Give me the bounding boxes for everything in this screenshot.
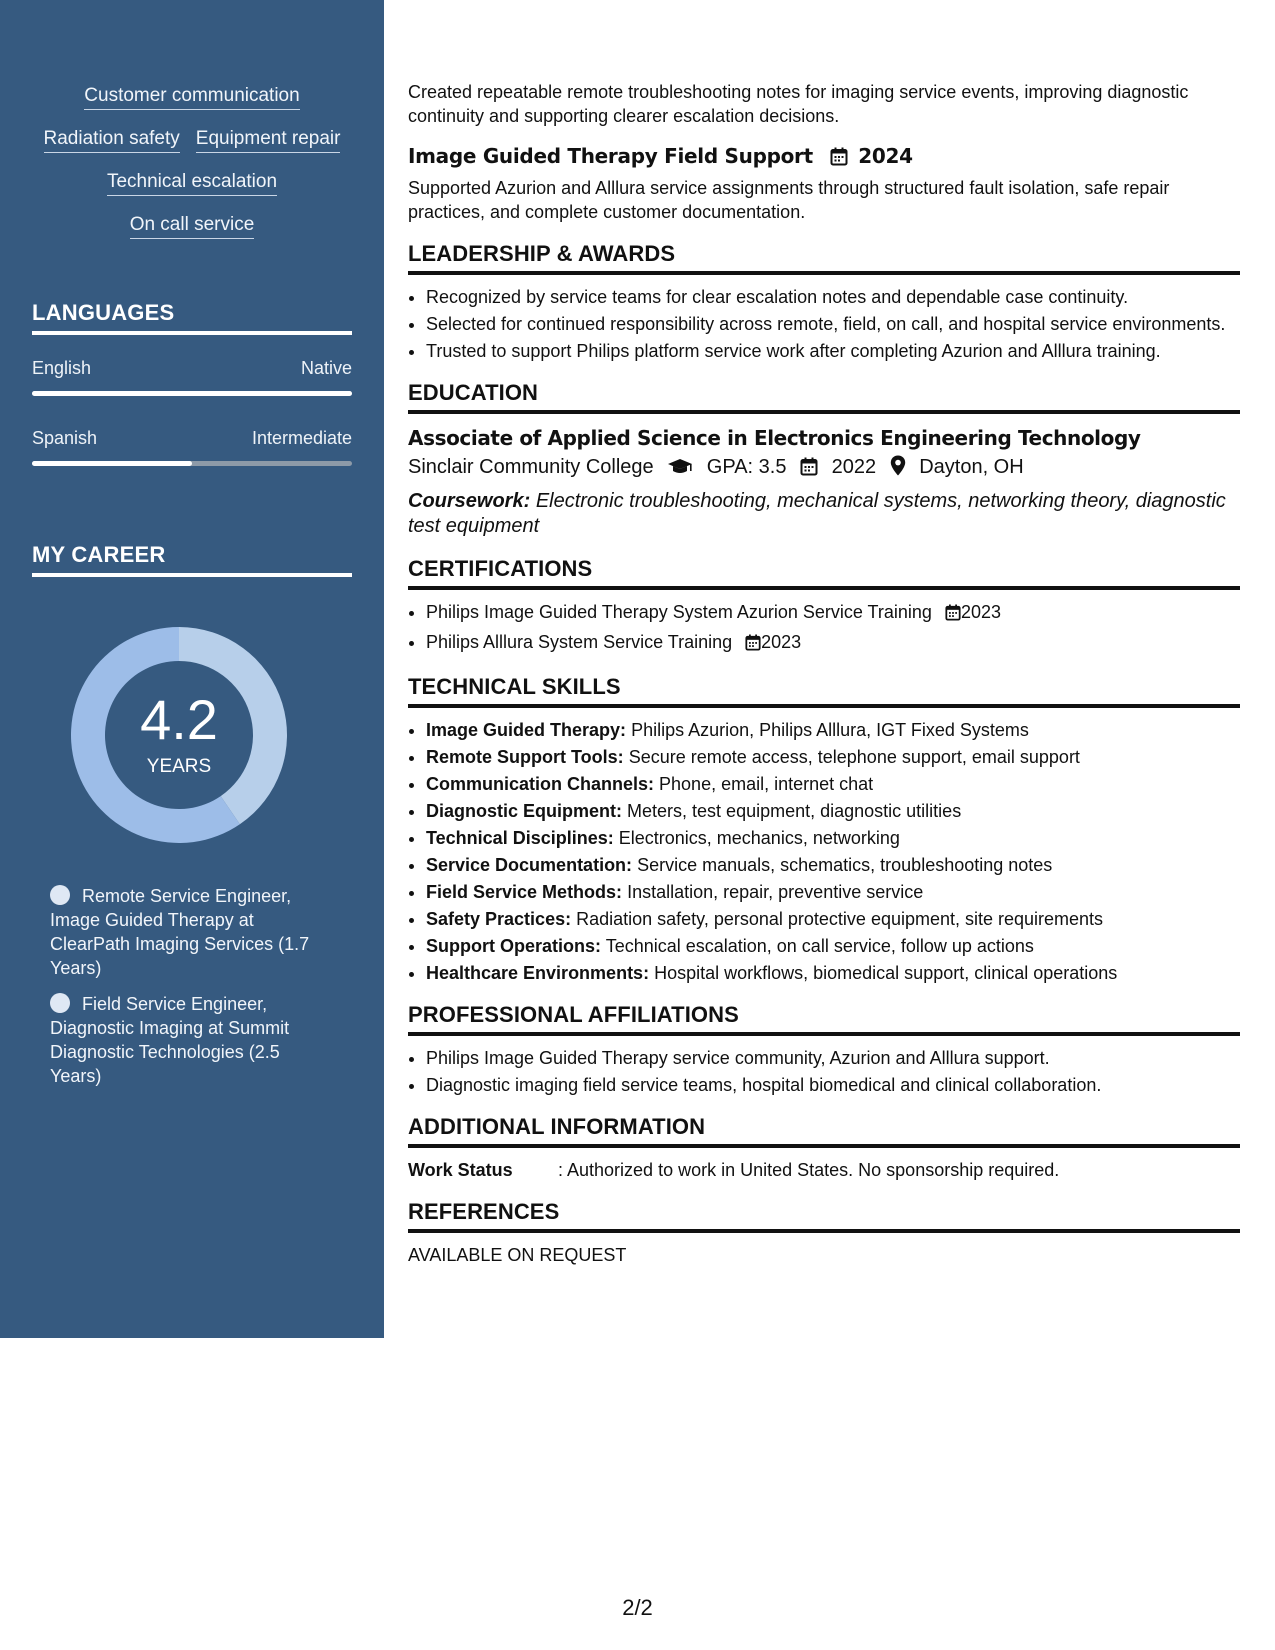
skill-value: Service manuals, schematics, troubleshooting notes: [637, 855, 1053, 875]
sidebar: [0, 0, 384, 1338]
career-item: [50, 884, 330, 980]
skill-tag: Radiation safety: [44, 127, 180, 153]
language-proficiency-fill: [32, 461, 192, 466]
affiliations-heading: PROFESSIONAL AFFILIATIONS: [408, 1002, 1240, 1036]
career-total: [64, 620, 294, 850]
certification-year: 2023: [761, 632, 802, 652]
language-proficiency-bar: [32, 391, 352, 396]
education-gpa: GPA: 3.5: [706, 456, 787, 478]
coursework-text: Electronic troubleshooting, mechanical systems, networking theory, diagnostic test equipment: [408, 490, 1226, 537]
list-item: • Diagnostic imaging field service teams, hospital biomedical and clinical collaboration.: [426, 1073, 1240, 1097]
career-item: [50, 992, 330, 1088]
technical-skills-heading: TECHNICAL SKILLS: [408, 674, 1240, 708]
calendar-icon: [745, 633, 761, 657]
list-item: [426, 600, 1240, 627]
location-pin-icon: [890, 455, 906, 485]
skill-value: Hospital workflows, biomedical support, clinical operations: [654, 963, 1118, 983]
skill-value: Installation, repair, preventive service: [627, 882, 924, 902]
skill-value: Meters, test equipment, diagnostic utilities: [627, 801, 962, 821]
list-item: [426, 799, 1240, 823]
references-heading: REFERENCES: [408, 1199, 1240, 1233]
list-item: [426, 630, 1240, 657]
page-number: 2/2: [622, 1595, 653, 1620]
skill-tag: Customer communication: [84, 84, 299, 110]
education-coursework: [408, 489, 1240, 539]
skills-list: [22, 84, 362, 256]
language-item: [32, 428, 352, 466]
list-item: [426, 772, 1240, 796]
education-meta: [408, 452, 1240, 485]
career-heading: MY CAREER: [32, 542, 352, 577]
list-item: • Recognized by service teams for clear escalation notes and dependable case continuity.: [426, 285, 1240, 309]
calendar-icon: [830, 146, 848, 172]
education-location: Dayton, OH: [919, 456, 1024, 478]
skill-value: Electronics, mechanics, networking: [618, 828, 900, 848]
entry-title-text: Image Guided Therapy Field Support: [408, 144, 813, 168]
experience-entry-title: [408, 143, 1240, 172]
bullet-dot-icon: [50, 993, 70, 1013]
language-name: English: [32, 358, 92, 378]
list-item: [426, 853, 1240, 877]
certification-year: 2023: [960, 602, 1001, 622]
references-text: AVAILABLE ON REQUEST: [408, 1245, 627, 1265]
certifications-heading: CERTIFICATIONS: [408, 556, 1240, 590]
education-heading: EDUCATION: [408, 380, 1240, 414]
certification-name: Philips Image Guided Therapy System Azurion Service Training: [426, 602, 932, 622]
skill-label: Healthcare Environments:: [426, 963, 650, 983]
list-item: [426, 826, 1240, 850]
experience-entry-desc: Supported Azurion and Alllura service assignments through structured fault isolation, safe repair practices, and complete customer documentation.: [408, 178, 1170, 222]
skill-label: Technical Disciplines:: [426, 828, 614, 848]
career-list: [50, 884, 330, 1100]
calendar-icon: [945, 603, 961, 627]
main-content: [408, 80, 1240, 1267]
language-level: Native: [300, 358, 352, 378]
entry-year: 2024: [858, 144, 913, 168]
career-item-text: Field Service Engineer, Diagnostic Imaging at Summit Diagnostic Technologies (2.5 Years): [50, 994, 290, 1086]
technical-skills-list: [408, 718, 1240, 985]
list-item: [426, 961, 1240, 985]
list-item: [426, 907, 1240, 931]
graduation-cap-icon: [667, 455, 693, 485]
leadership-list: [408, 285, 1240, 363]
language-item: [32, 358, 352, 396]
career-total-value: 4.2: [140, 688, 218, 751]
affiliations-list: [408, 1046, 1240, 1097]
skill-value: Philips Azurion, Philips Alllura, IGT Fixed Systems: [631, 720, 1029, 740]
bullet-dot-icon: [50, 885, 70, 905]
skill-label: Remote Support Tools:: [426, 747, 624, 767]
list-item: • Selected for continued responsibility across remote, field, on call, and hospital service environments.: [426, 312, 1240, 336]
language-name: Spanish: [32, 428, 98, 448]
list-item: [426, 934, 1240, 958]
career-item-text: Remote Service Engineer, Image Guided Therapy at ClearPath Imaging Services (1.7 Years): [50, 886, 310, 978]
work-status-row: [408, 1158, 1240, 1182]
additional-info-heading: ADDITIONAL INFORMATION: [408, 1114, 1240, 1148]
experience-intro: Created repeatable remote troubleshooting notes for imaging service events, improving diagnostic continuity and supporting clearer escalation decisions.: [408, 82, 1189, 126]
education-degree: Associate of Applied Science in Electronics Engineering Technology: [408, 426, 1141, 450]
skill-label: Safety Practices:: [426, 909, 572, 929]
certifications-list: [408, 600, 1240, 657]
work-status-label: Work Status: [408, 1160, 513, 1180]
skill-tag: Technical escalation: [107, 170, 277, 196]
languages-heading: LANGUAGES: [32, 300, 352, 335]
skill-label: Image Guided Therapy:: [426, 720, 627, 740]
career-total-unit: YEARS: [146, 756, 212, 777]
skill-label: Diagnostic Equipment:: [426, 801, 623, 821]
calendar-icon: [800, 455, 818, 485]
coursework-label: Coursework:: [408, 490, 531, 512]
skill-label: Field Service Methods:: [426, 882, 623, 902]
skill-label: Support Operations:: [426, 936, 601, 956]
list-item: • Philips Image Guided Therapy service community, Azurion and Alllura support.: [426, 1046, 1240, 1070]
certification-name: Philips Alllura System Service Training: [426, 632, 733, 652]
skill-label: Communication Channels:: [426, 774, 655, 794]
language-proficiency-fill: [32, 391, 352, 396]
skill-label: Service Documentation:: [426, 855, 633, 875]
skill-value: Radiation safety, personal protective equipment, site requirements: [576, 909, 1104, 929]
work-status-value: : Authorized to work in United States. No sponsorship required.: [558, 1160, 1060, 1180]
leadership-heading: LEADERSHIP & AWARDS: [408, 241, 1240, 275]
language-proficiency-bar: [32, 461, 352, 466]
list-item: [426, 745, 1240, 769]
skill-value: Secure remote access, telephone support, email support: [628, 747, 1080, 767]
education-school: Sinclair Community College: [408, 456, 654, 478]
skill-tag: Equipment repair: [196, 127, 341, 153]
list-item: [426, 880, 1240, 904]
skill-value: Phone, email, internet chat: [659, 774, 874, 794]
list-item: [426, 718, 1240, 742]
education-year: 2022: [831, 456, 877, 478]
skill-tag: On call service: [130, 213, 255, 239]
language-level: Intermediate: [251, 428, 352, 448]
list-item: • Trusted to support Philips platform service work after completing Azurion and Alllura training.: [426, 339, 1240, 363]
skill-value: Technical escalation, on call service, follow up actions: [605, 936, 1034, 956]
